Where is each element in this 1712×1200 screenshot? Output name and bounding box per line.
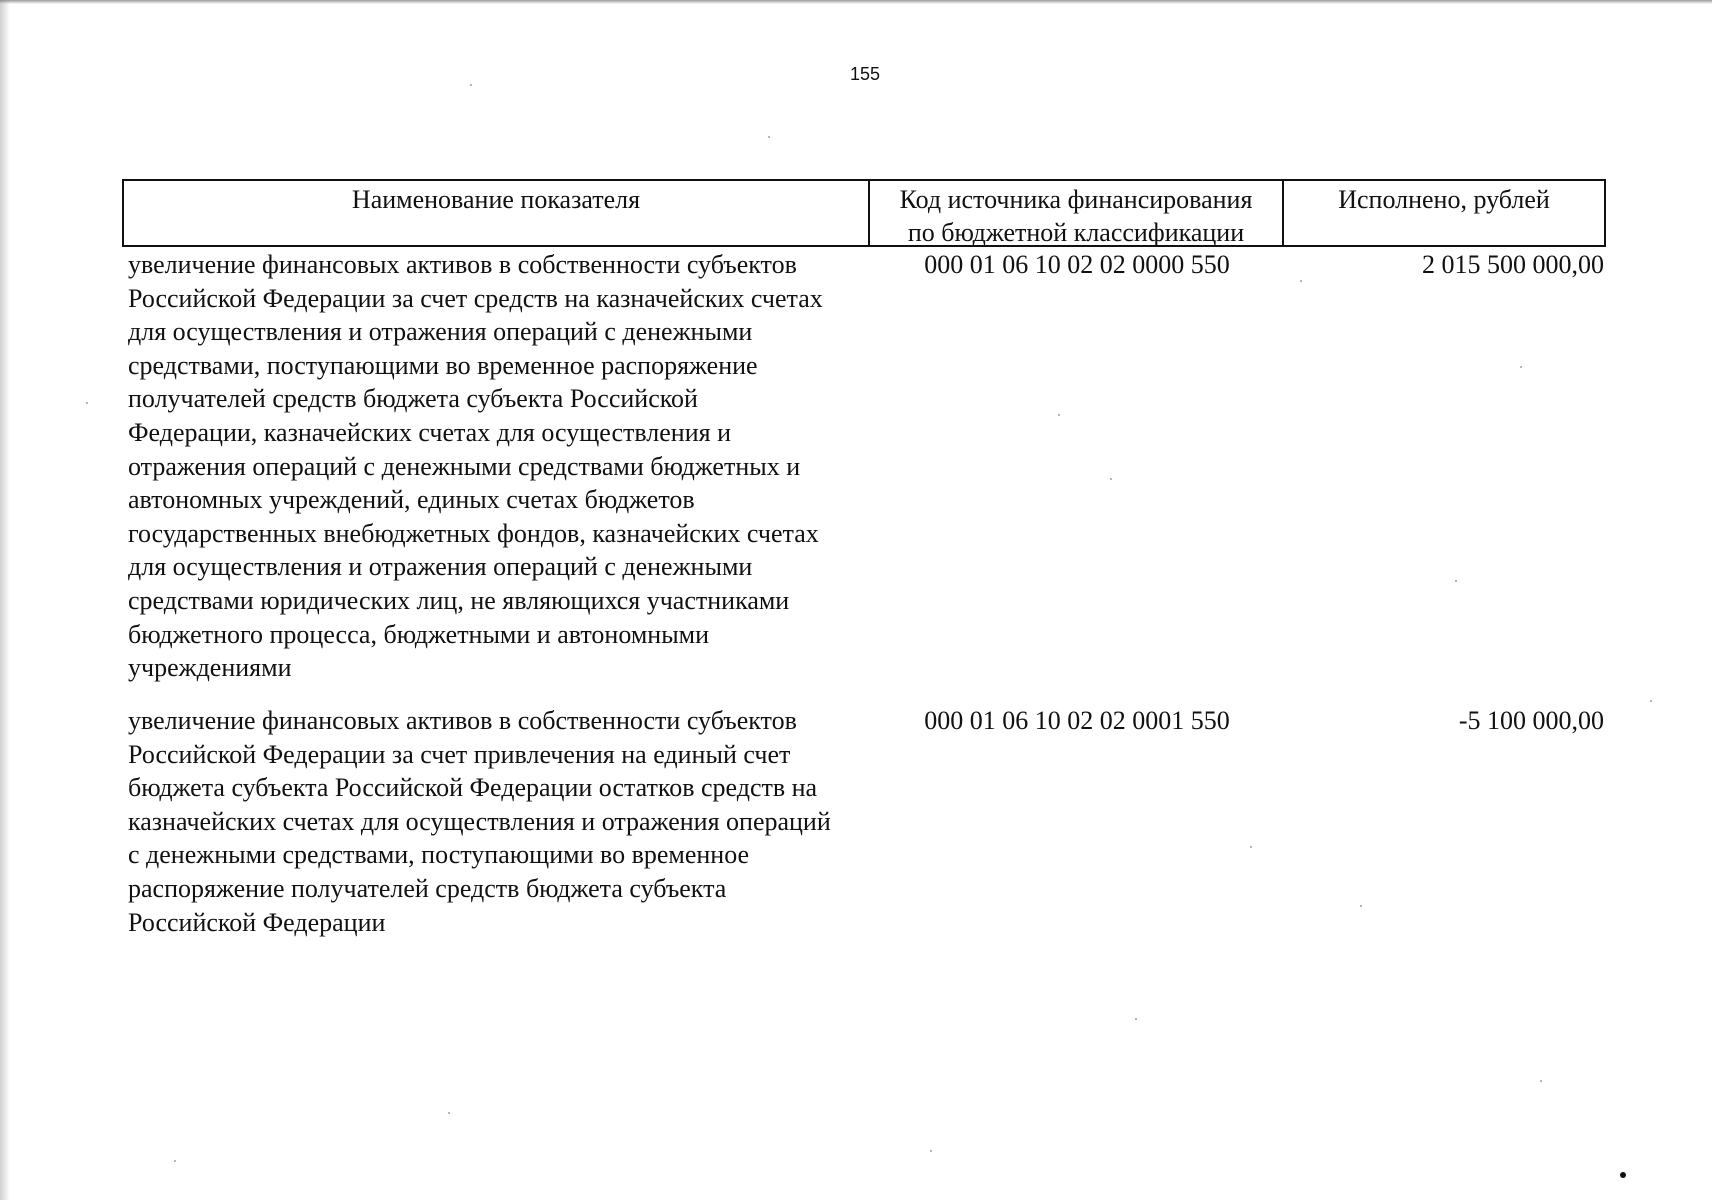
- scan-speck: [1360, 905, 1362, 907]
- row-source-code: 000 01 06 10 02 02 0001 550: [924, 706, 1230, 735]
- scan-speck: [470, 84, 472, 86]
- scan-speck: [86, 402, 88, 404]
- scan-speck: [1300, 280, 1302, 282]
- scan-top-edge: [0, 0, 1712, 4]
- scan-speck: [1455, 580, 1457, 582]
- header-executed: Исполнено, рублей: [1338, 185, 1550, 214]
- header-source-code: Код источника финансирования по бюджетной классификации: [870, 181, 1284, 245]
- header-indicator-name: Наименование показателя: [124, 181, 870, 245]
- scan-dot: [1620, 1172, 1626, 1178]
- row-indicator-name: увеличение финансовых активов в собственности субъектов Российской Федерации за счет средств на казначейских счетах для осуществления и отражения операций с денежными средствами, поступающими во временное распоряжение получателей средств бюджета субъекта Российской Федерации, казначейских счетах для осуществления и отражения операций с денежными средствами бюджетных и автономных учреждений, единых счетах бюджетов государственных внебюджетных фондов, казначейских счетах для осуществления и отражения операций с денежными средствами юридических лиц, не являющихся участниками бюджетного процесса, бюджетными и автономными учреждениями: [128, 250, 823, 683]
- row-indicator-name: увеличение финансовых активов в собственности субъектов Российской Федерации за счет привлечения на единый счет бюджета субъекта Российской Федерации остатков средств на казначейских счетах для осуществления и отражения операций с денежными средствами, поступающими во временное распоряжение получателей средств бюджета субъекта Российской Федерации: [128, 706, 831, 937]
- scan-speck: [1110, 478, 1112, 480]
- scan-speck: [930, 1150, 932, 1152]
- scan-speck: [1250, 846, 1252, 848]
- page-number: 155: [849, 64, 881, 84]
- row-executed-amount: 2 015 500 000,00: [1422, 250, 1604, 279]
- scan-left-edge: [0, 0, 10, 1200]
- scan-speck: [1540, 1080, 1542, 1082]
- scan-speck: [768, 136, 770, 138]
- scan-speck: [1650, 700, 1652, 702]
- scan-speck: [174, 1160, 176, 1162]
- table-header: [122, 179, 1606, 247]
- scan-speck: [448, 1112, 450, 1114]
- scan-speck: [1058, 414, 1060, 416]
- row-executed-amount: -5 100 000,00: [1458, 706, 1604, 735]
- scan-speck: [1135, 1018, 1137, 1020]
- scan-speck: [1520, 366, 1522, 368]
- row-source-code: 000 01 06 10 02 02 0000 550: [924, 250, 1230, 279]
